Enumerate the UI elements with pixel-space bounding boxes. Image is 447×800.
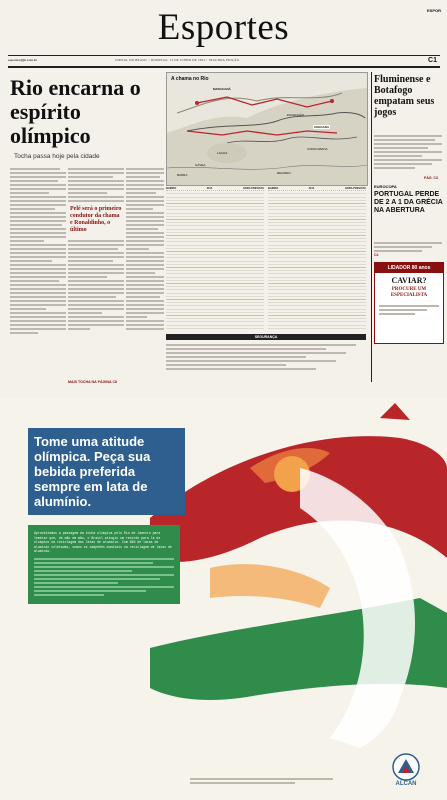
footer-label: SEGURANÇA bbox=[254, 335, 278, 339]
column-header: BAIRRO bbox=[166, 187, 177, 190]
lidador-ad bbox=[374, 262, 444, 344]
alcan-logo-icon bbox=[392, 753, 420, 781]
table-rows bbox=[166, 191, 264, 331]
top-rule bbox=[8, 55, 440, 56]
column-header: BAIRRO bbox=[268, 187, 279, 190]
lidador-sub: CAVIAR? bbox=[391, 276, 427, 285]
masthead bbox=[0, 0, 447, 66]
security-notes bbox=[166, 342, 366, 372]
sidebar-headline: Fluminense e Botafogo empatam seus jogos bbox=[374, 74, 435, 118]
sidebar-ref-2: C4 bbox=[374, 253, 379, 257]
lead-column-3 bbox=[126, 166, 164, 366]
lidador-fine-print bbox=[379, 305, 439, 315]
map-illustration bbox=[167, 73, 367, 185]
sidebar-body bbox=[374, 133, 442, 171]
section-url: esportes@jb.com.br bbox=[8, 58, 37, 62]
column-header: RUA bbox=[308, 187, 315, 190]
ad-body bbox=[28, 525, 180, 604]
map-label: MARACANÃ bbox=[213, 87, 231, 91]
lead-headline: Rio encarna o espírito olímpico bbox=[10, 75, 141, 148]
table-rows bbox=[268, 191, 366, 331]
lead-column-2 bbox=[68, 166, 124, 366]
dateline: JORNAL DO BRASIL • DOMINGO, 13 DE JUNHO DE 2004 • SEGUNDA EDIÇÃO bbox=[115, 58, 240, 62]
lidador-cta: PROCURE UM ESPECIALISTA bbox=[390, 287, 428, 298]
section-title: Esportes bbox=[157, 7, 290, 48]
lead-footer-ref: MAIS TOCHA NA PÁGINA C8 bbox=[68, 380, 118, 384]
body-text bbox=[10, 168, 66, 334]
column-header: RUA bbox=[206, 187, 213, 190]
lead-column-1 bbox=[10, 166, 66, 366]
page-number: C1 bbox=[428, 57, 437, 64]
column-header: HORA PREVISTA bbox=[242, 187, 264, 190]
sidebar-kicker: EUROCOPA bbox=[374, 184, 397, 189]
schedule-table bbox=[166, 187, 366, 337]
map-label: COPACABANA bbox=[307, 147, 328, 151]
map-label: CHEGADA bbox=[314, 125, 330, 129]
sidebar-body-2 bbox=[374, 240, 442, 254]
lidador-title: LIDADOR 80 anos bbox=[375, 263, 443, 273]
schedule-footer bbox=[166, 334, 366, 340]
map-label: BARRA bbox=[177, 173, 188, 177]
ad-headline: Tome uma atitude olímpica. Peça sua bebida preferida sempre em lata de alumínio. bbox=[28, 428, 185, 515]
alcan-ad bbox=[0, 398, 447, 800]
bottom-rule bbox=[8, 66, 440, 68]
map-label: LAGOA bbox=[217, 151, 228, 155]
lead-deck: Tocha passa hoje pela cidade bbox=[14, 153, 100, 160]
sidebar-rule bbox=[371, 72, 372, 382]
column-header: HORA PREVISTA bbox=[344, 187, 366, 190]
pullquote: Pelé será o primeiro condutor da chama e Ronaldinho, o último bbox=[70, 206, 122, 233]
sidebar-ref: PÁG. C3 bbox=[424, 176, 439, 180]
map-panel bbox=[166, 72, 368, 186]
map-title: A chama no Rio bbox=[171, 76, 209, 82]
alcan-wordmark: ALCAN bbox=[395, 781, 417, 787]
sidebar-headline-2: PORTUGAL PERDE DE 2 A 1 DA GRÉCIA NA ABERTURA bbox=[374, 191, 443, 214]
ad-fine-print bbox=[190, 776, 340, 786]
corner-tag: ESPOR bbox=[426, 8, 441, 13]
map-label: ENGENHÃO bbox=[287, 113, 305, 117]
ad-body-text: Aproveitamos a passagem da tocha olímpica pelo Rio de Janeiro para lembrar que, de mão em mão, o Brasil atingiu um recorde para lá de olímpico na reciclagem das latas de alumínio. Com 89% de latas de alumínio coletadas, somos os campeões mundiais na reciclagem de latas de alumínio. bbox=[34, 531, 172, 554]
map-label: GÁVEA bbox=[195, 163, 206, 167]
map-label: RECREIO bbox=[277, 171, 291, 175]
alcan-logo bbox=[386, 753, 426, 793]
